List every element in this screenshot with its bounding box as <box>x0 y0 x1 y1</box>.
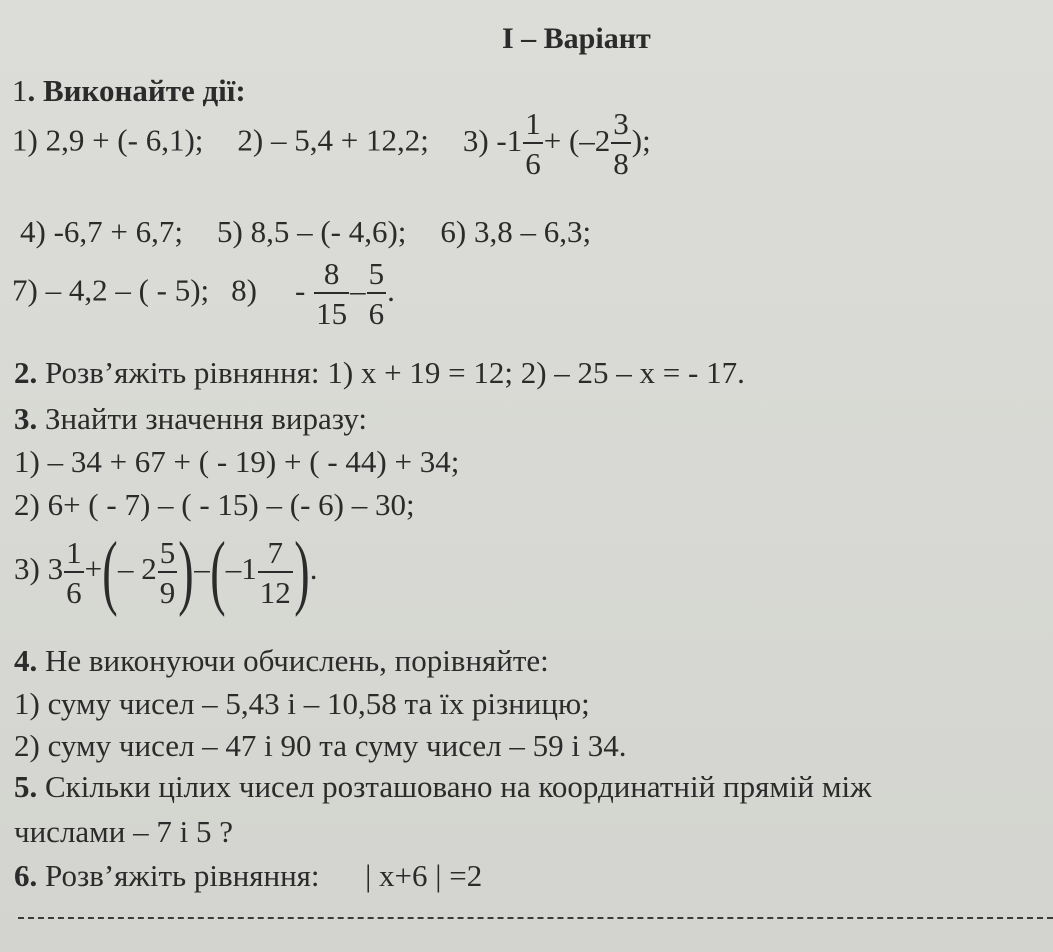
expr-5: 5) 8,5 – (- 4,6); <box>217 214 407 249</box>
page-title: I – Варіант <box>502 22 651 55</box>
task1-row2 <box>20 216 591 247</box>
task3-heading <box>14 403 367 434</box>
task6-number: 6. <box>14 858 38 893</box>
fraction-8-15: $\frac{8}{15}$ <box>316 256 348 331</box>
expr-6: 6) 3,8 – 6,3; <box>440 214 592 249</box>
task5-line-2: числами – 7 і 5 ? <box>14 814 233 849</box>
fraction-3-8: $\frac{3}{8}$ <box>613 106 629 181</box>
task5-number: 5. <box>14 769 38 804</box>
task6 <box>14 860 482 891</box>
left-paren: ( <box>210 525 226 618</box>
dashed-divider <box>18 917 1053 919</box>
task6-label: Розв’яжіть рівняння: <box>45 858 320 893</box>
task2-equations: 1) x + 19 = 12; 2) – 25 – x = - 17. <box>327 355 745 390</box>
task4-label: Не виконуючи обчислень, порівняйте: <box>45 643 549 678</box>
task5-heading <box>14 771 872 802</box>
task4-line-2: 2) суму чисел – 47 і 90 та суму чисел – 59 і 34. <box>14 728 627 763</box>
expr-8-label: 8) <box>231 272 257 308</box>
expr-7: 7) – 4,2 – ( - 5); <box>12 272 210 308</box>
task2 <box>14 357 745 388</box>
fraction-5-9: $\frac{5}{9}$ <box>159 534 176 610</box>
task1-label: . Виконайте дії: <box>27 73 246 108</box>
fraction-1-6: $\frac{1}{6}$ <box>66 534 82 610</box>
expr-2: 2) – 5,4 + 12,2; <box>237 122 429 158</box>
task2-label: Розв’яжіть рівняння: <box>45 355 320 390</box>
task6-equation: | x+6 | =2 <box>365 858 483 893</box>
task3-number: 3. <box>14 401 38 436</box>
left-paren: ( <box>102 525 118 618</box>
fraction-5-6: $\frac{5}{6}$ <box>368 256 385 331</box>
task4-heading <box>14 645 549 676</box>
expr-8: - $\frac{8}{15}$ – $\frac{5}{6}$ . <box>294 256 395 331</box>
expr-4: 4) -6,7 + 6,7; <box>20 214 183 249</box>
task1-row1 <box>12 108 651 179</box>
task3-label: Знайти значення виразу: <box>45 401 368 436</box>
fraction-1-6: $\frac{1}{6}$ <box>525 106 541 181</box>
fraction-7-12: $\frac{7}{12}$ <box>259 534 291 610</box>
task1-number: 1 <box>12 73 28 108</box>
task1-heading <box>12 75 246 106</box>
task2-number: 2. <box>14 355 38 390</box>
expr-1: 1) 2,9 + (- 6,1); <box>12 122 204 158</box>
task3-expr-1: 1) – 34 + 67 + ( - 19) + ( - 44) + 34; <box>14 444 460 479</box>
task3-expr-2: 2) 6+ ( - 7) – ( - 15) – (- 6) – 30; <box>14 487 415 522</box>
task1-row3 <box>12 258 395 329</box>
task5-label: Скільки цілих чисел розташовано на координатній прямій між <box>45 769 872 804</box>
task4-line-1: 1) суму чисел – 5,43 і – 10,58 та їх різницю; <box>14 686 590 721</box>
right-paren: ) <box>294 525 310 618</box>
task4-number: 4. <box>14 643 38 678</box>
task3-expr-3: 3) 3 $\frac{1}{6}$ +(– 2 $\frac{5}{9}$ )–(–1 $\frac{7}{12}$ ). <box>14 525 318 618</box>
right-paren: ) <box>178 525 194 618</box>
expr-3: 3) -1 $\frac{1}{6}$ + (–2 $\frac{3}{8}$ ); <box>462 106 651 181</box>
